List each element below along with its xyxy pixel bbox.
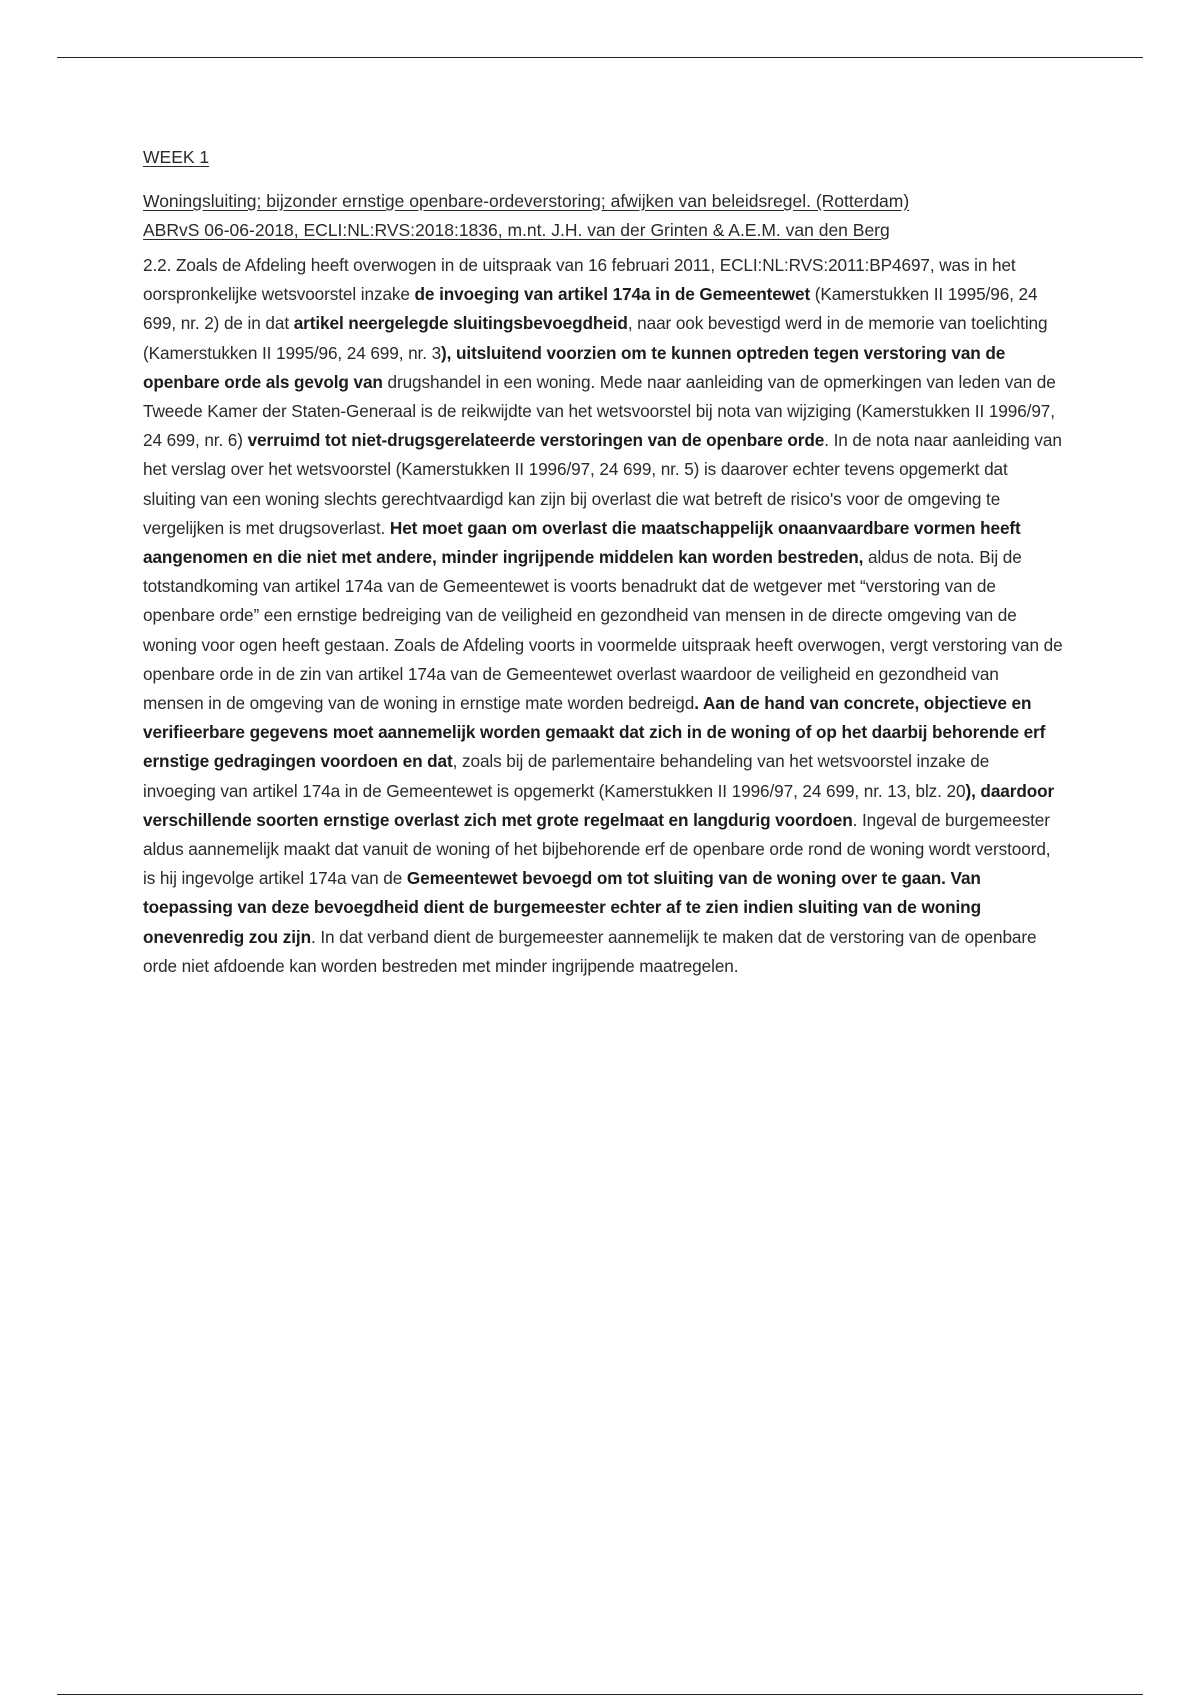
week-label: WEEK 1 [143, 147, 210, 167]
case-title-line-2: ABRvS 06-06-2018, ECLI:NL:RVS:2018:1836, m.nt. J.H. van der Grinten & A.E.M. van den Berg [143, 220, 890, 240]
bold-text-segment: ), daardoor verschillende soorten ernstige overlast zich met grote regelmaat en langdurig voordoen [143, 780, 1055, 830]
document-content [143, 144, 1063, 981]
bold-text-segment: Gemeentewet bevoegd om tot sluiting van de woning over te gaan. Van toepassing van deze bevoegdheid dient de burgemeester echter af te zien indien sluiting van de woning onevenredig zou zijn [143, 868, 981, 947]
text-segment: (Kamerstukken II 1995/96, 24 699, nr. 2) de in dat [143, 284, 1038, 334]
bold-text-segment: Het moet gaan om overlast die maatschappelijk onaanvaardbare vormen heeft aangenomen en die niet met andere, minder ingrijpende middelen kan worden bestreden, [143, 517, 1021, 568]
text-segment: . In de nota naar aanleiding van het verslag over het wetsvoorstel (Kamerstukken II 1996/97, 24 699, nr. 5) is daarover echter tevens opgemerkt dat sluiting van een woning slechts gerechtvaardigd kan zijn bij overlast die wat betreft de risico's voor de omgeving te vergelijken is met drugsoverlast. [143, 430, 1062, 538]
text-segment: 2.2. Zoals de Afdeling heeft overwogen in de uitspraak van 16 februari 2011, ECLI:NL:RVS:2011:BP4697, was in het oorspronkelijke wetsvoorstel inzake [143, 255, 1016, 305]
case-title-line-1: Woningsluiting; bijzonder ernstige openbare-ordeverstoring; afwijken van beleidsregel. (Rotterdam) [143, 191, 910, 211]
text-segment: , naar ook bevestigd werd in de memorie van toelichting (Kamerstukken II 1995/96, 24 699, nr. 3 [143, 313, 1048, 363]
bold-text-segment: artikel neergelegde sluitingsbevoegdheid [293, 313, 628, 334]
bold-text-segment: de invoeging van artikel 174a in de Gemeentewet [414, 284, 811, 305]
bold-text-segment: verruimd tot niet-drugsgerelateerde verstoringen van de openbare orde [247, 430, 825, 451]
text-segment: . In dat verband dient de burgemeester aannemelijk te maken dat de verstoring van de openbare orde niet afdoende kan worden bestreden met minder ingrijpende maatregelen. [143, 926, 1037, 976]
text-segment: aldus de nota. Bij de totstandkoming van artikel 174a van de Gemeentewet is voorts benadrukt dat de wetgever met “verstoring van de openbare orde” een ernstige bedreiging van de veiligheid en gezondheid van mensen in de directe omgeving van de woning voor ogen heeft gestaan. Zoals de Afdeling voorts in voormelde uitspraak heeft overwogen, vergt verstoring van de openbare orde in de zin van artikel 174a van de Gemeentewet overlast waardoor de veiligheid en gezondheid van mensen in de omgeving van de woning in ernstige mate worden bedreigd [143, 547, 1063, 714]
text-segment: , zoals bij de parlementaire behandeling van het wetsvoorstel inzake de invoeging van artikel 174a in de Gemeentewet is opgemerkt (Kamerstukken II 1996/97, 24 699, nr. 13, blz. 20 [143, 751, 990, 801]
text-segment: . Ingeval de burgemeester aldus aannemelijk maakt dat vanuit de woning of het bijbehorende erf de openbare orde rond de woning wordt verstoord, is hij ingevolge artikel 174a van de [143, 809, 1051, 889]
bold-text-segment: ), uitsluitend voorzien om te kunnen optreden tegen verstoring van de openbare orde als gevolg van [143, 342, 1006, 392]
text-segment: drugshandel in een woning. Mede naar aanleiding van de opmerkingen van leden van de Tweede Kamer der Staten-Generaal is de reikwijdte van het wetsvoorstel bij nota van wijziging (Kamerstukken II 1996/97, 24 699, nr. 6) [143, 371, 1056, 451]
bold-text-segment: . Aan de hand van concrete, objectieve en verifieerbare gegevens moet aannemelijk worden gemaakt dat zich in de woning of op het daarbij behorende erf ernstige gedragingen voordoen en dat [143, 693, 1046, 772]
bottom-rule [57, 1694, 1143, 1695]
case-paragraph [143, 251, 1063, 981]
case-heading [143, 187, 1063, 245]
top-rule [57, 57, 1143, 58]
